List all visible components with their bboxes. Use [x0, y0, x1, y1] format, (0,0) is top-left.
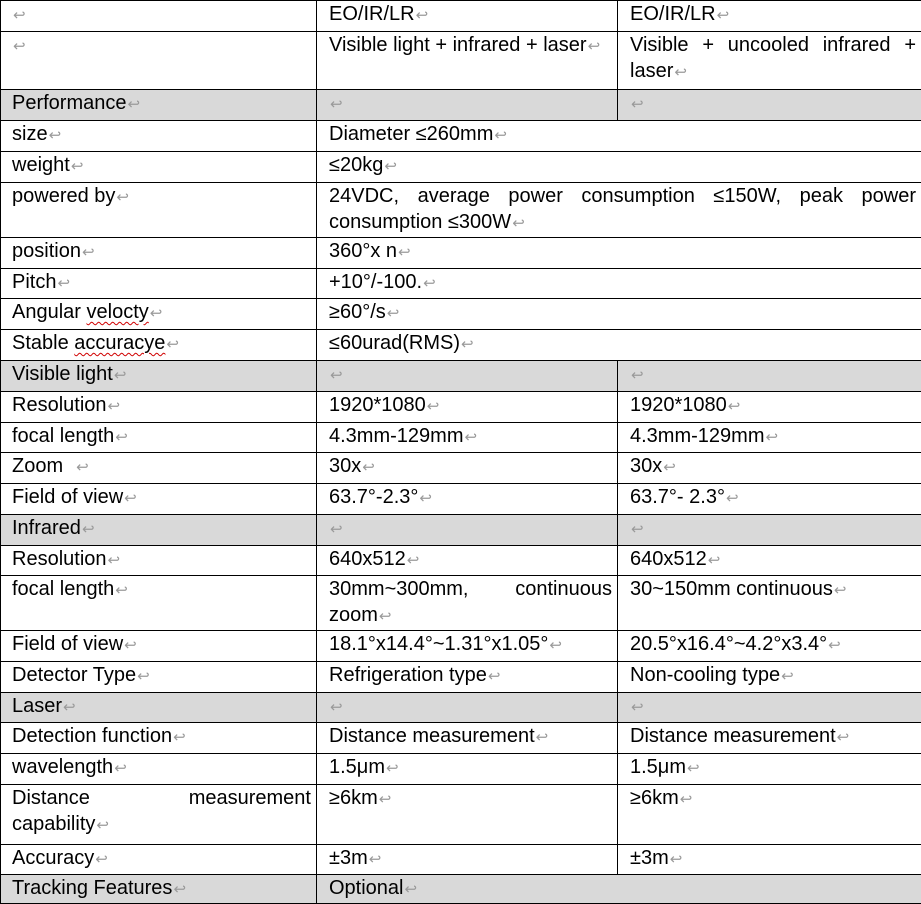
- row-value-text: +10°/-100.: [329, 271, 422, 293]
- row-value-text: ≤20kg: [329, 154, 383, 176]
- section-title: [1, 693, 317, 723]
- row-value-text: 1920*1080: [630, 394, 727, 416]
- row-label: [1, 546, 317, 576]
- row-label: [1, 330, 317, 361]
- row-value-text: 30x: [630, 455, 662, 477]
- table-cell: [1, 32, 317, 90]
- row-value: [317, 423, 618, 453]
- paragraph-mark-icon: ↩: [166, 336, 179, 353]
- paragraph-mark-icon: ↩: [387, 305, 400, 322]
- row-value: [317, 546, 618, 576]
- row-value: [618, 754, 921, 785]
- row-label-text: Field of view: [12, 486, 123, 508]
- paragraph-mark-icon: ↩: [96, 817, 109, 834]
- row-label-text: size: [12, 123, 48, 145]
- table-row: [1, 269, 921, 299]
- row-value-text: ±3m: [329, 847, 368, 869]
- paragraph-mark-icon: ↩: [76, 459, 89, 476]
- paragraph-mark-icon: ↩: [407, 552, 420, 569]
- row-label-text: focal length: [12, 425, 114, 447]
- row-label-text: Resolution: [12, 548, 107, 570]
- paragraph-mark-icon: ↩: [631, 367, 644, 384]
- row-label: [1, 269, 317, 299]
- paragraph-mark-icon: ↩: [362, 459, 375, 476]
- paragraph-mark-icon: ↩: [369, 851, 382, 868]
- paragraph-mark-icon: ↩: [687, 760, 700, 777]
- table-row: [1, 576, 921, 631]
- row-value: [618, 546, 921, 576]
- section-row-infrared: [1, 515, 921, 546]
- row-value: [317, 631, 618, 662]
- paragraph-mark-icon: ↩: [124, 490, 137, 507]
- table-row: [1, 152, 921, 183]
- paragraph-mark-icon: ↩: [82, 244, 95, 261]
- paragraph-mark-icon: ↩: [680, 791, 693, 808]
- paragraph-mark-icon: ↩: [536, 729, 549, 746]
- table-row: [1, 484, 921, 515]
- row-label-text: weight: [12, 154, 70, 176]
- paragraph-mark-icon: ↩: [631, 96, 644, 113]
- section-row-visible-light: [1, 361, 921, 392]
- paragraph-mark-icon: ↩: [631, 699, 644, 716]
- section-title: [1, 361, 317, 392]
- paragraph-mark-icon: ↩: [461, 336, 474, 353]
- row-value-text: 1920*1080: [329, 394, 426, 416]
- paragraph-mark-icon: ↩: [63, 699, 76, 716]
- row-value-text: 30x: [329, 455, 361, 477]
- paragraph-mark-icon: ↩: [384, 158, 397, 175]
- paragraph-mark-icon: ↩: [728, 398, 741, 415]
- row-label: [1, 121, 317, 152]
- paragraph-mark-icon: ↩: [115, 582, 128, 599]
- table-cell: [618, 1, 921, 32]
- row-value-text: ≥6km: [329, 787, 378, 809]
- section-title-text: Laser: [12, 695, 62, 717]
- row-value: [618, 631, 921, 662]
- paragraph-mark-icon: ↩: [416, 7, 429, 24]
- row-value-text: 1.5μm: [329, 756, 385, 778]
- spellcheck-word: velocty: [87, 301, 149, 323]
- row-value: [317, 484, 618, 515]
- row-value: [317, 152, 921, 183]
- row-label-text: Field of view: [12, 633, 123, 655]
- paragraph-mark-icon: ↩: [95, 851, 108, 868]
- table-cell: [618, 361, 921, 392]
- column-subheader: Visible + uncooled infrared + laser: [630, 34, 916, 82]
- table-cell: [317, 1, 618, 32]
- row-value: [317, 269, 921, 299]
- paragraph-mark-icon: ↩: [13, 38, 26, 55]
- row-value-text: 63.7°- 2.3°: [630, 486, 725, 508]
- row-label: [1, 785, 317, 845]
- row-value: [317, 845, 618, 875]
- row-label: [1, 453, 317, 484]
- row-label-text: Detector Type: [12, 664, 136, 686]
- table-row: [1, 238, 921, 269]
- row-value-text: Distance measurement: [630, 725, 836, 747]
- row-label-text: Pitch: [12, 271, 56, 293]
- paragraph-mark-icon: ↩: [427, 398, 440, 415]
- row-value: [317, 121, 921, 152]
- paragraph-mark-icon: ↩: [330, 699, 343, 716]
- row-value-text: Diameter ≤260mm: [329, 123, 493, 145]
- paragraph-mark-icon: ↩: [116, 189, 129, 206]
- paragraph-mark-icon: ↩: [588, 38, 601, 55]
- paragraph-mark-icon: ↩: [828, 637, 841, 654]
- row-label-text: Stable: [12, 332, 74, 354]
- row-value: [317, 576, 618, 631]
- paragraph-mark-icon: ↩: [57, 275, 70, 292]
- row-value: [618, 785, 921, 845]
- paragraph-mark-icon: ↩: [512, 215, 525, 232]
- paragraph-mark-icon: ↩: [726, 490, 739, 507]
- row-label: [1, 754, 317, 785]
- row-label-text: Detection function: [12, 725, 172, 747]
- row-label: [1, 152, 317, 183]
- paragraph-mark-icon: ↩: [137, 668, 150, 685]
- row-label: [1, 484, 317, 515]
- row-value-text: ≥6km: [630, 787, 679, 809]
- paragraph-mark-icon: ↩: [834, 582, 847, 599]
- paragraph-mark-icon: ↩: [13, 7, 26, 24]
- column-header: EO/IR/LR: [630, 3, 716, 25]
- paragraph-mark-icon: ↩: [663, 459, 676, 476]
- paragraph-mark-icon: ↩: [494, 127, 507, 144]
- row-value-text: 4.3mm-129mm: [630, 425, 764, 447]
- section-row-laser: [1, 693, 921, 723]
- row-value: [317, 875, 921, 904]
- table-cell: [317, 515, 618, 546]
- paragraph-mark-icon: ↩: [765, 429, 778, 446]
- row-value-text: 640x512: [329, 548, 406, 570]
- section-title: [1, 515, 317, 546]
- column-subheader: Visible light + infrared + laser: [329, 34, 587, 56]
- paragraph-mark-icon: ↩: [670, 851, 683, 868]
- row-label: [1, 576, 317, 631]
- table-cell: [618, 515, 921, 546]
- paragraph-mark-icon: ↩: [115, 429, 128, 446]
- row-value-text: Optional: [329, 877, 404, 899]
- table-row: [1, 453, 921, 484]
- table-row: [1, 754, 921, 785]
- row-label: [1, 392, 317, 423]
- row-label: [1, 631, 317, 662]
- row-value-text: 640x512: [630, 548, 707, 570]
- row-label-text: Accuracy: [12, 847, 94, 869]
- paragraph-mark-icon: ↩: [82, 521, 95, 538]
- paragraph-mark-icon: ↩: [419, 490, 432, 507]
- section-title-text: Infrared: [12, 517, 81, 539]
- table-cell: [317, 693, 618, 723]
- table-row: [1, 1, 921, 32]
- paragraph-mark-icon: ↩: [674, 64, 687, 81]
- row-label: [1, 423, 317, 453]
- row-value-text: ≥60°/s: [329, 301, 386, 323]
- row-value: [618, 662, 921, 693]
- paragraph-mark-icon: ↩: [464, 429, 477, 446]
- row-value: [317, 754, 618, 785]
- row-label-text: Angular: [12, 301, 87, 323]
- row-label-text: powered by: [12, 185, 115, 207]
- table-row: [1, 183, 921, 238]
- row-value: [618, 576, 921, 631]
- table-row: [1, 631, 921, 662]
- row-value: [317, 183, 921, 238]
- row-label-text: wavelength: [12, 756, 113, 778]
- row-value: [317, 299, 921, 330]
- row-value-text: 24VDC, average power consumption ≤150W, peak power consumption ≤300W: [329, 185, 916, 233]
- row-value-text: Refrigeration type: [329, 664, 487, 686]
- row-label: [1, 723, 317, 754]
- table-row: [1, 32, 921, 90]
- row-label-text: Resolution: [12, 394, 107, 416]
- row-value: [618, 392, 921, 423]
- paragraph-mark-icon: ↩: [423, 275, 436, 292]
- paragraph-mark-icon: ↩: [150, 305, 163, 322]
- row-value: [317, 330, 921, 361]
- row-value-text: 63.7°-2.3°: [329, 486, 418, 508]
- paragraph-mark-icon: ↩: [330, 96, 343, 113]
- paragraph-mark-icon: ↩: [549, 637, 562, 654]
- row-label: [1, 845, 317, 875]
- paragraph-mark-icon: ↩: [114, 760, 127, 777]
- row-value: [618, 453, 921, 484]
- table-cell: [317, 361, 618, 392]
- paragraph-mark-icon: ↩: [379, 608, 392, 625]
- row-value: [317, 238, 921, 269]
- row-value-text: Non-cooling type: [630, 664, 780, 686]
- table-row: [1, 392, 921, 423]
- row-value: [317, 723, 618, 754]
- table-cell: [618, 32, 921, 90]
- paragraph-mark-icon: ↩: [488, 668, 501, 685]
- table-row: [1, 845, 921, 875]
- row-value-text: ≤60urad(RMS): [329, 332, 460, 354]
- paragraph-mark-icon: ↩: [631, 521, 644, 538]
- section-row-performance: [1, 90, 921, 121]
- section-title-text: Visible light: [12, 363, 113, 385]
- table-cell: [618, 90, 921, 121]
- spellcheck-word: accuracye: [74, 332, 165, 354]
- paragraph-mark-icon: ↩: [330, 521, 343, 538]
- row-value: [317, 453, 618, 484]
- paragraph-mark-icon: ↩: [717, 7, 730, 24]
- paragraph-mark-icon: ↩: [173, 881, 186, 898]
- table-row: [1, 662, 921, 693]
- row-label: [1, 299, 317, 330]
- table-row: [1, 423, 921, 453]
- row-label: [1, 183, 317, 238]
- row-value: [618, 484, 921, 515]
- row-value: [317, 785, 618, 845]
- row-label-text: position: [12, 240, 81, 262]
- paragraph-mark-icon: ↩: [124, 637, 137, 654]
- table-cell: [317, 90, 618, 121]
- table-row: [1, 121, 921, 152]
- paragraph-mark-icon: ↩: [398, 244, 411, 261]
- row-value: [317, 392, 618, 423]
- paragraph-mark-icon: ↩: [708, 552, 721, 569]
- row-value-text: 30mm~300mm, continuous zoom: [329, 578, 612, 626]
- row-value: [618, 723, 921, 754]
- table-row: [1, 546, 921, 576]
- table-row: [1, 330, 921, 361]
- paragraph-mark-icon: ↩: [108, 552, 121, 569]
- paragraph-mark-icon: ↩: [386, 760, 399, 777]
- table-row: [1, 785, 921, 845]
- paragraph-mark-icon: ↩: [379, 791, 392, 808]
- paragraph-mark-icon: ↩: [837, 729, 850, 746]
- section-title: [1, 90, 317, 121]
- column-header: EO/IR/LR: [329, 3, 415, 25]
- row-value: [618, 423, 921, 453]
- table-row: [1, 299, 921, 330]
- table-cell: [1, 1, 317, 32]
- row-label: [1, 238, 317, 269]
- paragraph-mark-icon: ↩: [781, 668, 794, 685]
- paragraph-mark-icon: ↩: [71, 158, 84, 175]
- section-row-tracking: [1, 875, 921, 904]
- row-label-text: Zoom: [12, 455, 63, 477]
- paragraph-mark-icon: ↩: [405, 881, 418, 898]
- row-value-text: 18.1°x14.4°~1.31°x1.05°: [329, 633, 548, 655]
- table-row: [1, 723, 921, 754]
- row-label-text: Distance measurement capability: [12, 787, 311, 835]
- paragraph-mark-icon: ↩: [114, 367, 127, 384]
- row-value-text: 360°x n: [329, 240, 397, 262]
- row-label-text: focal length: [12, 578, 114, 600]
- section-title-text: Tracking Features: [12, 877, 172, 899]
- row-value: [618, 845, 921, 875]
- table-cell: [618, 693, 921, 723]
- paragraph-mark-icon: ↩: [128, 96, 141, 113]
- section-title-text: Performance: [12, 92, 127, 114]
- row-label: [1, 662, 317, 693]
- paragraph-mark-icon: ↩: [173, 729, 186, 746]
- row-value-text: 20.5°x16.4°~4.2°x3.4°: [630, 633, 827, 655]
- paragraph-mark-icon: ↩: [330, 367, 343, 384]
- row-value-text: ±3m: [630, 847, 669, 869]
- row-value-text: 30~150mm continuous: [630, 578, 833, 600]
- section-title: [1, 875, 317, 904]
- paragraph-mark-icon: ↩: [49, 127, 62, 144]
- row-value-text: Distance measurement: [329, 725, 535, 747]
- row-value-text: 4.3mm-129mm: [329, 425, 463, 447]
- table-cell: [317, 32, 618, 90]
- row-value-text: 1.5μm: [630, 756, 686, 778]
- paragraph-mark-icon: ↩: [108, 398, 121, 415]
- row-value: [317, 662, 618, 693]
